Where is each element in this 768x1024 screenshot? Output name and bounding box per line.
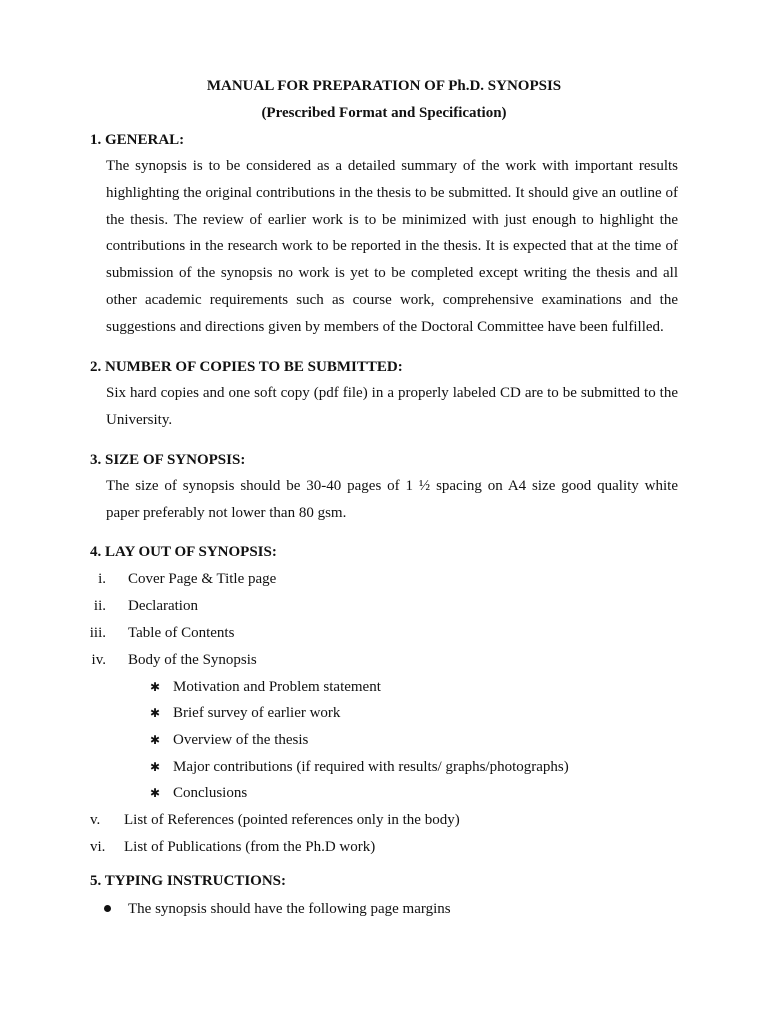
asterisk-bullet-icon: ✱: [150, 733, 161, 747]
list-item-number: v.: [90, 812, 101, 828]
list-item-number: ii.: [93, 598, 106, 614]
paragraph-line: Six hard copies and one soft copy (pdf file) in a properly labeled CD are to be submitted to the: [106, 385, 678, 401]
paragraph-line: University.: [106, 411, 173, 428]
sub-list-item: Motivation and Problem statement: [173, 679, 381, 695]
sub-list-item: Brief survey of earlier work: [173, 705, 341, 721]
list-item-text: Declaration: [128, 598, 198, 614]
section-body-copies: [106, 380, 678, 434]
document-title: MANUAL FOR PREPARATION OF Ph.D. SYNOPSIS: [206, 78, 562, 94]
list-item-text: List of Publications (from the Ph.D work): [124, 839, 376, 855]
list-item-number: iii.: [89, 625, 106, 641]
paragraph-line: The size of synopsis should be 30-40 pages of 1 ½ spacing on A4 size good quality white: [106, 478, 678, 494]
sub-list-item: Overview of the thesis: [173, 732, 309, 748]
asterisk-bullet-icon: ✱: [150, 786, 161, 800]
paragraph-line: submission of the synopsis no work is yet to be completed except writing the thesis and all: [106, 265, 678, 282]
list-item-text: Table of Contents: [128, 625, 235, 641]
paragraph-line: highlighting the original contributions in the thesis to be submitted. It should give an outline of: [106, 184, 678, 201]
section-heading-layout: 4. LAY OUT OF SYNOPSIS:: [90, 544, 277, 560]
section-body-size: [106, 473, 678, 527]
paragraph-line: contributions in the research work to be reported in the thesis. It is expected that at the time of: [106, 238, 678, 255]
asterisk-bullet-icon: ✱: [150, 680, 161, 694]
paragraph-line: the thesis. The review of earlier work is to be minimized with just enough to highlight the: [106, 211, 678, 228]
list-item-text: List of References (pointed references only in the body): [124, 812, 460, 828]
section-heading-general: 1. GENERAL:: [90, 132, 185, 148]
asterisk-bullet-icon: ✱: [150, 706, 161, 720]
section-heading-size: 3. SIZE OF SYNOPSIS:: [90, 452, 246, 468]
section-body-general: [106, 153, 678, 341]
section-heading-typing: 5. TYPING INSTRUCTIONS:: [90, 873, 287, 889]
list-item-number: iv.: [91, 652, 106, 668]
paragraph-line: other academic requirements such as course work, comprehensive examinations and the: [106, 291, 678, 308]
paragraph-line: suggestions and directions given by members of the Doctoral Committee have been fulfilled.: [106, 318, 664, 335]
bullet-dot-icon: [104, 905, 111, 912]
sub-list-item: Major contributions (if required with results/ graphs/photographs): [173, 759, 569, 775]
paragraph-line: paper preferably not lower than 80 gsm.: [106, 504, 347, 521]
list-item-number: vi.: [90, 839, 106, 855]
paragraph-line: The synopsis is to be considered as a detailed summary of the work with important results: [106, 158, 678, 174]
list-item-text: Cover Page & Title page: [128, 571, 277, 587]
section-heading-copies: 2. NUMBER OF COPIES TO BE SUBMITTED:: [90, 359, 403, 375]
document-subtitle: (Prescribed Format and Specification): [261, 105, 507, 121]
bullet-item: The synopsis should have the following page margins: [128, 901, 451, 917]
list-item-text: Body of the Synopsis: [128, 652, 257, 668]
list-item-number: i.: [98, 571, 106, 587]
asterisk-bullet-icon: ✱: [150, 760, 161, 774]
sub-list-item: Conclusions: [173, 785, 248, 801]
